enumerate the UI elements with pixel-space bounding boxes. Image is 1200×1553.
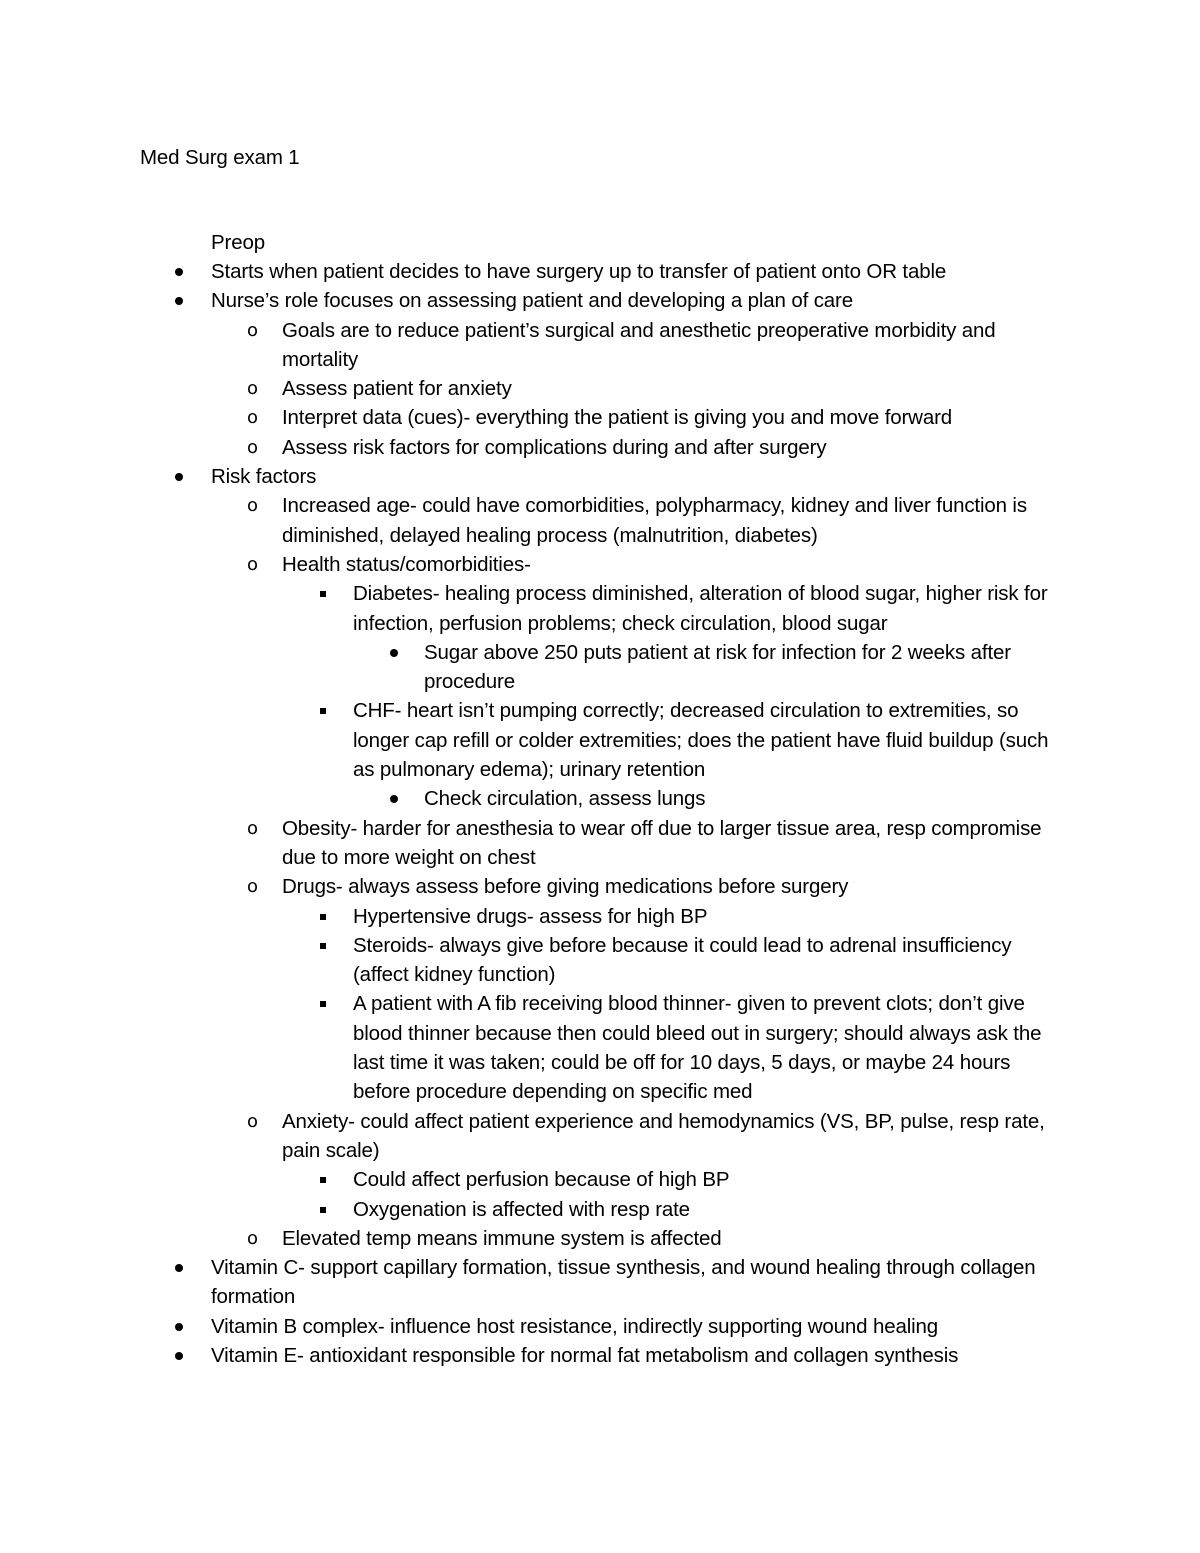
bullet-disc-icon — [175, 473, 183, 481]
bullet-circle-icon: o — [247, 817, 258, 839]
list-item — [0, 491, 1072, 550]
bullet-disc-icon — [175, 1323, 183, 1331]
list-item — [0, 550, 1072, 579]
bullet-circle-icon: o — [247, 876, 258, 898]
list-item — [0, 462, 1071, 491]
list-item-text: Starts when patient decides to have surgery up to transfer of patient onto OR table — [211, 260, 947, 283]
list-item-text: Vitamin E- antioxidant responsible for normal fat metabolism and collagen synthesis — [211, 1343, 959, 1367]
list-item-text: Risk factors — [211, 465, 317, 489]
bullet-disc-icon — [390, 649, 398, 657]
list-item-text: A patient with A fib receiving blood thinner- given to prevent clots; don’t give blood thinner because then could bleed out in surgery; should always ask the last time it was taken; could be off for 10 days, 5 days, or maybe 24 hours before procedure depending on specific med — [353, 992, 1042, 1104]
list-item — [0, 403, 1072, 432]
list-item-text: CHF- heart isn’t pumping correctly; decreased circulation to extremities, so longer cap refill or colder extremities; does the patient have fluid buildup (such as pulmonary edema); urinary retention — [353, 699, 1049, 782]
bullet-disc-icon — [175, 1352, 183, 1360]
list-item — [0, 579, 1063, 638]
list-item-text: Interpret data (cues)- everything the patient is giving you and move forward — [282, 406, 953, 430]
list-item-text: Oxygenation is affected with resp rate — [353, 1197, 690, 1221]
bullet-list — [0, 257, 1200, 1370]
bullet-square-icon — [320, 1177, 326, 1183]
bullet-circle-icon: o — [247, 378, 258, 400]
list-item — [0, 784, 1064, 813]
list-item-text: Elevated temp means immune system is affected — [282, 1226, 722, 1250]
list-item-text: Assess patient for anxiety — [282, 377, 512, 401]
list-item-text: Diabetes- healing process diminished, alteration of blood sugar, higher risk for infection, perfusion problems; check circulation, blood sugar — [353, 582, 1048, 635]
list-item — [0, 931, 1063, 990]
bullet-circle-icon: o — [247, 407, 258, 429]
list-item — [0, 257, 1071, 286]
list-item-text: Increased age- could have comorbidities, polypharmacy, kidney and liver function is diminished, delayed healing process (malnutrition, diabetes) — [282, 494, 1027, 547]
list-item — [0, 1107, 1072, 1166]
list-item — [0, 814, 1072, 873]
list-item-text: Hypertensive drugs- assess for high BP — [353, 904, 708, 928]
list-item — [0, 1253, 1071, 1312]
bullet-circle-icon: o — [247, 436, 258, 458]
list-item-text: Steroids- always give before because it could lead to adrenal insufficiency (affect kidney function) — [353, 933, 1012, 987]
list-item — [0, 696, 1063, 784]
list-item — [0, 989, 1063, 1106]
bullet-square-icon — [320, 1001, 326, 1007]
document-title: Med Surg exam 1 — [140, 146, 300, 169]
list-item — [0, 433, 1072, 462]
bullet-square-icon — [320, 708, 326, 714]
list-item-text: Vitamin C- support capillary formation, tissue synthesis, and wound healing through collagen formation — [211, 1256, 1036, 1309]
list-item — [0, 1341, 1071, 1370]
list-item-text: Anxiety- could affect patient experience and hemodynamics (VS, BP, pulse, resp rate, pain scale) — [282, 1109, 1045, 1162]
list-item — [0, 316, 1072, 375]
list-item — [0, 638, 1064, 697]
bullet-disc-icon — [175, 297, 183, 305]
list-item — [0, 902, 1063, 931]
list-item-text: Drugs- always assess before giving medications before surgery — [282, 875, 849, 899]
bullet-circle-icon: o — [247, 1110, 258, 1132]
bullet-circle-icon: o — [247, 495, 258, 517]
bullet-square-icon — [320, 1207, 326, 1213]
bullet-circle-icon: o — [247, 1227, 258, 1249]
bullet-circle-icon: o — [247, 319, 258, 341]
list-item-text: Health status/comorbidities- — [282, 552, 531, 576]
bullet-square-icon — [320, 943, 326, 949]
list-item — [0, 374, 1072, 403]
list-item-text: Nurse’s role focuses on assessing patient and developing a plan of care — [211, 289, 853, 313]
list-item-text: Goals are to reduce patient’s surgical and anesthetic preoperative morbidity and mortality — [282, 318, 996, 371]
list-item-text: Check circulation, assess lungs — [424, 787, 706, 811]
list-item — [0, 872, 1072, 901]
list-item-text: Assess risk factors for complications during and after surgery — [282, 435, 827, 459]
bullet-square-icon — [320, 914, 326, 920]
list-item-text: Obesity- harder for anesthesia to wear off due to larger tissue area, resp compromise due to more weight on chest — [282, 816, 1042, 869]
list-item — [0, 1224, 1072, 1253]
bullet-square-icon — [320, 591, 326, 597]
list-item — [0, 1312, 1071, 1341]
bullet-disc-icon — [175, 268, 183, 276]
list-item-text: Sugar above 250 puts patient at risk for infection for 2 weeks after procedure — [424, 640, 1011, 694]
section-heading: Preop — [211, 231, 265, 254]
list-item-text: Vitamin B complex- influence host resistance, indirectly supporting wound healing — [211, 1314, 939, 1338]
list-item-text: Could affect perfusion because of high BP — [353, 1168, 730, 1192]
bullet-disc-icon — [175, 1264, 183, 1272]
bullet-circle-icon: o — [247, 553, 258, 575]
list-item — [0, 1165, 1063, 1194]
bullet-disc-icon — [390, 795, 398, 803]
list-item — [0, 286, 1071, 315]
list-item — [0, 1195, 1063, 1224]
